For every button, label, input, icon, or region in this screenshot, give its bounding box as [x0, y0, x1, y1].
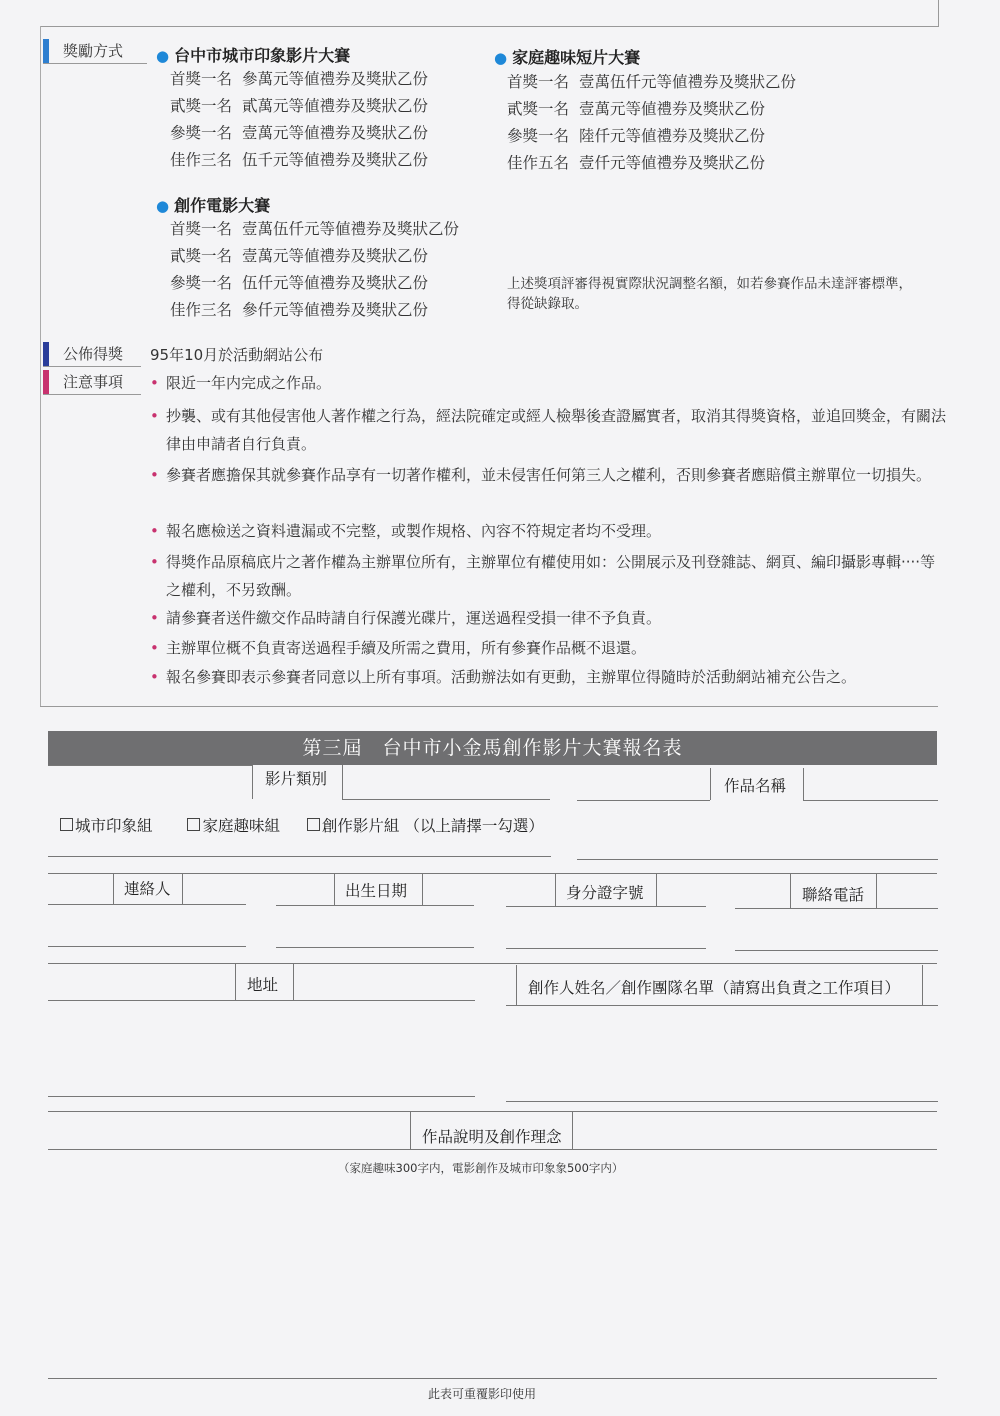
option-label: 城市印象組: [75, 817, 153, 835]
city-award-title-text: 台中市城市印象影片大賽: [174, 46, 351, 65]
prize-rank: 參獎一名: [170, 274, 233, 292]
option-label: 家庭趣味組: [202, 817, 280, 835]
option-label: 創作影片組: [321, 817, 400, 835]
prize-rank: 佳作五名: [507, 154, 570, 172]
form-line: [48, 904, 246, 905]
awards-tag-bar: [43, 39, 49, 63]
prize-rank: 首獎一名: [170, 70, 233, 88]
notice-text: 報名應檢送之資料遺漏或不完整，或製作規格、內容不符規定者均不受理。: [166, 522, 662, 540]
form-line: [577, 800, 710, 801]
award-remark-line: 得從缺錄取。: [507, 296, 588, 312]
awards-tag-label: 獎勵方式: [63, 42, 124, 60]
prize-text: 壹萬元等値禮券及獎狀乙份: [242, 247, 429, 265]
list-item: [170, 66, 428, 93]
form-line: [506, 948, 706, 949]
option-family[interactable]: [187, 817, 280, 835]
notice-text: 請參賽者送件繳交作品時請自行保護光碟片，運送過程受損一律不予負責。: [166, 609, 662, 627]
list-item: [507, 150, 796, 177]
notice-tag: [43, 370, 141, 395]
form-line: [48, 856, 551, 857]
form-line: [48, 1149, 937, 1150]
notice-item: • 得獎作品原稿底片之著作權為主辦單位所有，主辦單位有權使用如：公開展示及刊登雜誌、網頁、編印攝影專輯‧‧‧‧等之權利，不另致酬。: [150, 548, 950, 604]
form-line: [572, 1111, 573, 1149]
award-remark: [507, 274, 912, 314]
contact-label: 連絡人: [124, 880, 171, 898]
notice-text: 主辦單位概不負責寄送過程手續及所需之費用，所有參賽作品概不退還。: [166, 639, 647, 657]
form-line: [334, 873, 335, 905]
form-line: [710, 768, 711, 800]
description-hint: （家庭趣味300字内，電影創作及城市印象象500字内）: [338, 1161, 624, 1175]
form-line: [735, 950, 938, 951]
notice-text: 報名參賽即表示參賽者同意以上所有事項。活動辦法如有更動，主辦單位得隨時於活動網站補充公告之。: [166, 668, 857, 686]
form-line: [252, 765, 253, 799]
prize-text: 伍仟元等値禮券及獎狀乙份: [242, 274, 429, 292]
form-line: [276, 905, 474, 906]
form-line: [422, 873, 423, 905]
list-item: [170, 243, 459, 270]
checkbox-icon[interactable]: [60, 818, 73, 831]
form-line: [922, 965, 923, 1005]
form-line: [577, 859, 938, 860]
prize-rank: 首獎一名: [507, 73, 570, 91]
creative-award-list: [170, 216, 459, 324]
form-line: [410, 1111, 411, 1149]
list-item: [170, 147, 428, 174]
form-line: [803, 800, 938, 801]
prize-rank: 貳獎一名: [170, 247, 233, 265]
footer-note: 此表可重覆影印使用: [428, 1387, 537, 1401]
form-line: [555, 873, 556, 906]
form-line: [506, 1101, 938, 1102]
list-item: [507, 69, 796, 96]
list-item: [507, 123, 796, 150]
category-options: [60, 814, 544, 836]
notice-tag-label: 注意事項: [63, 373, 124, 391]
form-line: [113, 873, 114, 904]
form-line: [342, 765, 343, 799]
prize-rank: 貳獎一名: [170, 97, 233, 115]
list-item: [170, 93, 428, 120]
prize-rank: 貳獎一名: [507, 100, 570, 118]
notice-item: • 抄襲、或有其他侵害他人著作權之行為，經法院確定或經人檢舉後查證屬實者，取消其得獎資格，並追回獎金，有關法律由申請者自行負責。: [150, 402, 950, 458]
form-line: [293, 963, 294, 1001]
notice-item: • 限近一年内完成之作品。: [150, 369, 950, 397]
form-line: [48, 1111, 937, 1112]
form-line: [48, 963, 937, 964]
prize-text: 伍千元等値禮券及獎狀乙份: [242, 151, 429, 169]
form-line: [790, 873, 791, 908]
prize-text: 陸仟元等値禮券及獎狀乙份: [579, 127, 766, 145]
form-line: [342, 799, 550, 800]
checkbox-icon[interactable]: [307, 818, 320, 831]
prize-rank: 佳作三名: [170, 151, 233, 169]
prize-text: 參萬元等値禮券及獎狀乙份: [242, 70, 429, 88]
left-rule: [40, 26, 41, 706]
form-line: [506, 1005, 938, 1006]
address-label: 地址: [247, 976, 279, 994]
form-line: [276, 947, 474, 948]
notice-item: • 報名參賽即表示參賽者同意以上所有事項。活動辦法如有更動，主辦單位得隨時於活動網站補充公告之。: [150, 663, 950, 691]
announce-text: 95年10月於活動網站公布: [150, 346, 324, 364]
top-frame: [40, 0, 939, 27]
prize-text: 壹萬伍仟元等値禮券及獎狀乙份: [242, 220, 460, 238]
form-line: [182, 873, 183, 904]
list-item: [507, 96, 796, 123]
awards-tag: [43, 39, 147, 64]
option-city[interactable]: [60, 817, 153, 835]
description-area[interactable]: [48, 1185, 937, 1375]
checkbox-icon[interactable]: [187, 818, 200, 831]
city-award-list: [170, 66, 428, 174]
list-item: [170, 297, 459, 324]
award-remark-line: 上述獎項評審得視實際狀況調整名額，如若參賽作品未達評審標準，: [507, 276, 912, 292]
options-hint: （以上請擇一勾選）: [404, 817, 544, 835]
form-line: [48, 946, 246, 947]
announce-tag-label: 公佈得獎: [63, 345, 124, 363]
form-line: [506, 906, 706, 907]
form-line: [48, 1096, 475, 1097]
notice-text: 抄襲、或有其他侵害他人著作權之行為，經法院確定或經人檢舉後查證屬實者，取消其得獎資格，並追回獎金，有關法律由申請者自行負責。: [166, 407, 947, 453]
city-award-title: ● 台中市城市印象影片大賽: [156, 46, 351, 65]
prize-text: 壹仟元等値禮券及獎狀乙份: [579, 154, 766, 172]
list-item: [170, 216, 459, 243]
announce-tag-bar: [43, 342, 49, 366]
notice-item: • 報名應檢送之資料遺漏或不完整，或製作規格、內容不符規定者均不受理。: [150, 517, 950, 545]
notice-text: 限近一年内完成之作品。: [166, 374, 332, 392]
creative-award-title-text: 創作電影大賽: [174, 196, 271, 215]
creators-label: 創作人姓名／創作團隊名單（請寫出負責之工作項目）: [528, 979, 901, 997]
family-award-title: ● 家庭趣味短片大賽: [494, 48, 641, 67]
prize-text: 壹萬伍仟元等値禮券及獎狀乙份: [579, 73, 797, 91]
birth-label: 出生日期: [345, 882, 408, 900]
form-title: 第三屆 台中市小金馬創作影片大賽報名表: [48, 731, 937, 765]
list-item: [170, 270, 459, 297]
notice-item: • 主辦單位概不負責寄送過程手續及所需之費用，所有參賽作品概不退還。: [150, 634, 950, 662]
announce-tag: [43, 342, 141, 367]
family-award-title-text: 家庭趣味短片大賽: [512, 48, 641, 67]
form-line: [48, 1378, 937, 1379]
prize-text: 壹萬元等値禮券及獎狀乙份: [242, 124, 429, 142]
prize-rank: 參獎一名: [507, 127, 570, 145]
notice-tag-bar: [43, 370, 49, 394]
prize-text: 貳萬元等値禮券及獎狀乙份: [242, 97, 429, 115]
form-line: [516, 965, 517, 1005]
form-line: [876, 873, 877, 908]
form-line: [803, 768, 804, 800]
form-line: [48, 765, 252, 766]
category-label: 影片類別: [265, 770, 328, 788]
creative-award-title: ● 創作電影大賽: [156, 196, 271, 215]
section-divider: [40, 706, 938, 707]
phone-label: 聯絡電話: [802, 886, 865, 904]
form-line: [656, 873, 657, 906]
work-name-label: 作品名稱: [724, 777, 787, 795]
notice-text: 參賽者應擔保其就參賽作品享有一切著作權利，並未侵害任何第三人之權利，否則參賽者應賠償主辦單位一切損失。: [166, 466, 932, 484]
prize-text: 壹萬元等値禮券及獎狀乙份: [579, 100, 766, 118]
list-item: [170, 120, 428, 147]
notice-text: 得獎作品原稿底片之著作權為主辦單位所有，主辦單位有權使用如：公開展示及刊登雜誌、網頁、編印攝影專輯‧‧‧‧等之權利，不另致酬。: [166, 553, 936, 599]
form-line: [235, 963, 236, 1001]
form-line: [48, 1000, 475, 1001]
id-label: 身分證字號: [566, 884, 644, 902]
prize-rank: 參獎一名: [170, 124, 233, 142]
prize-rank: 佳作三名: [170, 301, 233, 319]
prize-text: 參仟元等値禮券及獎狀乙份: [242, 301, 429, 319]
form-line: [735, 908, 938, 909]
notice-item: • 請參賽者送件繳交作品時請自行保護光碟片，運送過程受損一律不予負責。: [150, 604, 950, 632]
family-award-list: [507, 69, 796, 177]
prize-rank: 首獎一名: [170, 220, 233, 238]
description-label: 作品說明及創作理念: [422, 1128, 562, 1146]
notice-item: • 參賽者應擔保其就參賽作品享有一切著作權利，並未侵害任何第三人之權利，否則參賽者應賠償主辦單位一切損失。: [150, 461, 950, 489]
option-creative[interactable]: [307, 817, 400, 835]
